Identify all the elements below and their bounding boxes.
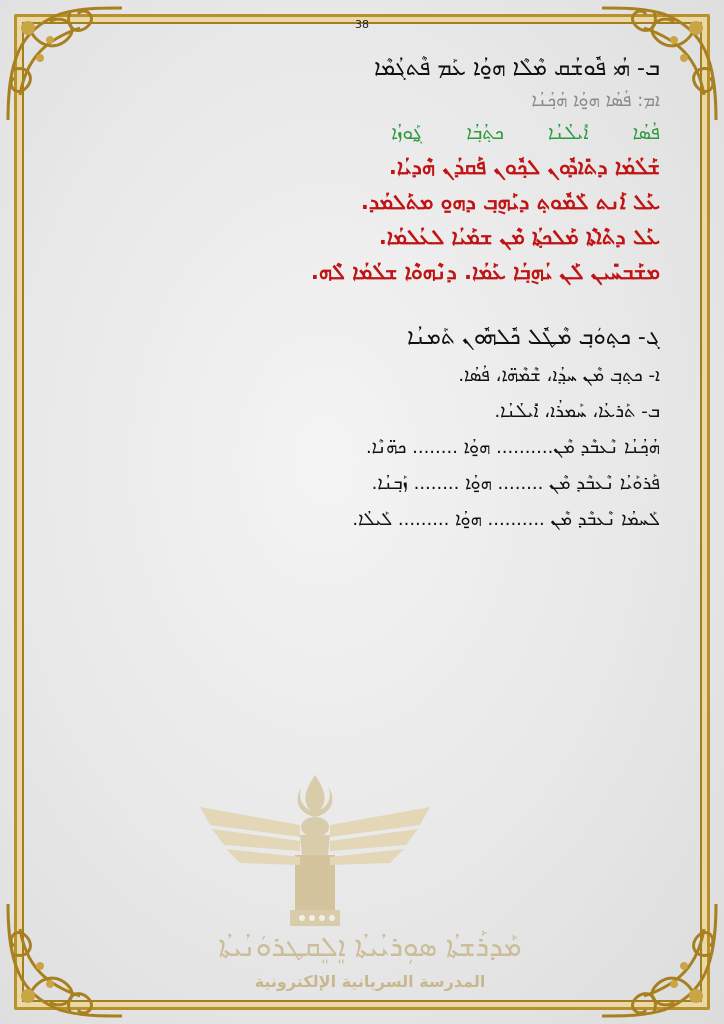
exercise-c-line-a: ܐ- ܟܬ݂ܒ݂ ܡܶܢ ܚܕ݂ܳܐ، ܫܶܡܶܗ̈ܐ، ܦܳܣܳܐ.	[458, 365, 660, 386]
exercise-b-word-row	[190, 124, 660, 143]
exercise-b-example-answer: ܐܡ: ܦܳܣܳܐ ܗ̱ܘܳܐ ܗܳܟ݂ܳܢܳܐ	[531, 90, 660, 111]
exercise-b-sentence: ܥܰܠ ܕܬܶܐܬܶܐ ܡܰܠܟܬ݂ܳܐ ܡܶܢ ܫܡܰܝܳܐ ܠܥܳܠܡܳܐ.	[378, 225, 660, 249]
watermark-arabic-text: المدرسة السريانية الإلكترونية	[254, 972, 486, 991]
corner-ornament-icon	[0, 894, 130, 1024]
exercise-b-sentence: ܡܫܰܒܚܺܝܢ ܠܰܢ ܝܳܗ݈ܒ݂ܳܐ ܥܰܡܳܐ. ܕܢܶܗܘܶܐ ܫܠܳܡܳܐ ܠܶܗ.	[310, 260, 660, 284]
exercise-b-title: ܒ- ܗܳܝ ܦܽܘܫܳܩ ܡܶܠܶܐ ܗ̱ܘܳܐ ܥܰܡ ܦܶܬܓܳܡܶܐ	[374, 56, 660, 81]
worksheet-content	[190, 52, 660, 529]
exercise-c-line-b: ܒ- ܬܰܪܥܳܐ، ܚܰܡܪܳܐ، ܐܺܝܠܳܢܳܐ.	[494, 401, 660, 422]
exercise-c-fill-blank: ܠܰܚܡܳܐ ܢܶܥܒܶܕ ܡܶܢ .......... ܗ̱ܘܳܐ ......... ܠܰܝܠܳܐ.	[352, 509, 660, 530]
exercise-c-fill-blank: ܦܰܪܘܰܝܳܐ ܢܶܥܒܶܕ ܡܶܢ ........ ܗ̱ܘܳܐ ........ ܙܰܒ݂ܢܳܐ.	[371, 473, 660, 494]
word-bank-item: ܦܳܣܳܐ	[632, 122, 660, 144]
exercise-b-sentence: ܫܰܠܳܡܳܐ ܕܬܺܐܕܽܘܢ ܠܟ݂ܽܘܢ ܦܰܩܕܳܢ ܗܶܕܝܳܐ.	[388, 155, 660, 179]
word-bank-item: ܐܺܝܠܳܢܳܐ	[548, 122, 589, 144]
winged-emblem-icon	[190, 765, 440, 935]
exercise-c-title: ܓ- ܟܬ݂ܘܿܒ݂ ܡܶܛܽܠ ܟܽܠܗܽܘܢ ܬܰܡܢܳܐ	[407, 325, 660, 350]
page-number: 38	[355, 18, 369, 31]
exercise-c-fill-blank: ܗܳܟ݂ܳܢܳܐ ܢܶܥܒܶܕ ܡܶܢ.......... ܗ̱ܘܳܐ ........ ܟܗ̈ܢܶܐ.	[365, 437, 660, 458]
word-bank-item: ܟܬ݂ܳܒ݂ܳܐ	[466, 122, 504, 144]
watermark-syriac-text: ܡܰܕܪܰܫܬܳܐ ܣܘܼܪܝܳܝܬܳܐ ܐܸܠܸܩܛܪܘܿܢܳܝܬܳܐ	[218, 930, 522, 963]
corner-ornament-icon	[594, 894, 724, 1024]
section-spacer	[190, 283, 660, 327]
exercise-b-sentence: ܥܰܠ ܐܰܢܬ ܠܰܡܽܘܬ݂ ܕܝܰܗ݈ܒ݂ ܕܗ̱ܘ ܡܬܰܠܡܳܕ.	[360, 190, 660, 214]
word-bank-item: ܓ̰ܰܘܙܳܐ	[391, 122, 423, 144]
